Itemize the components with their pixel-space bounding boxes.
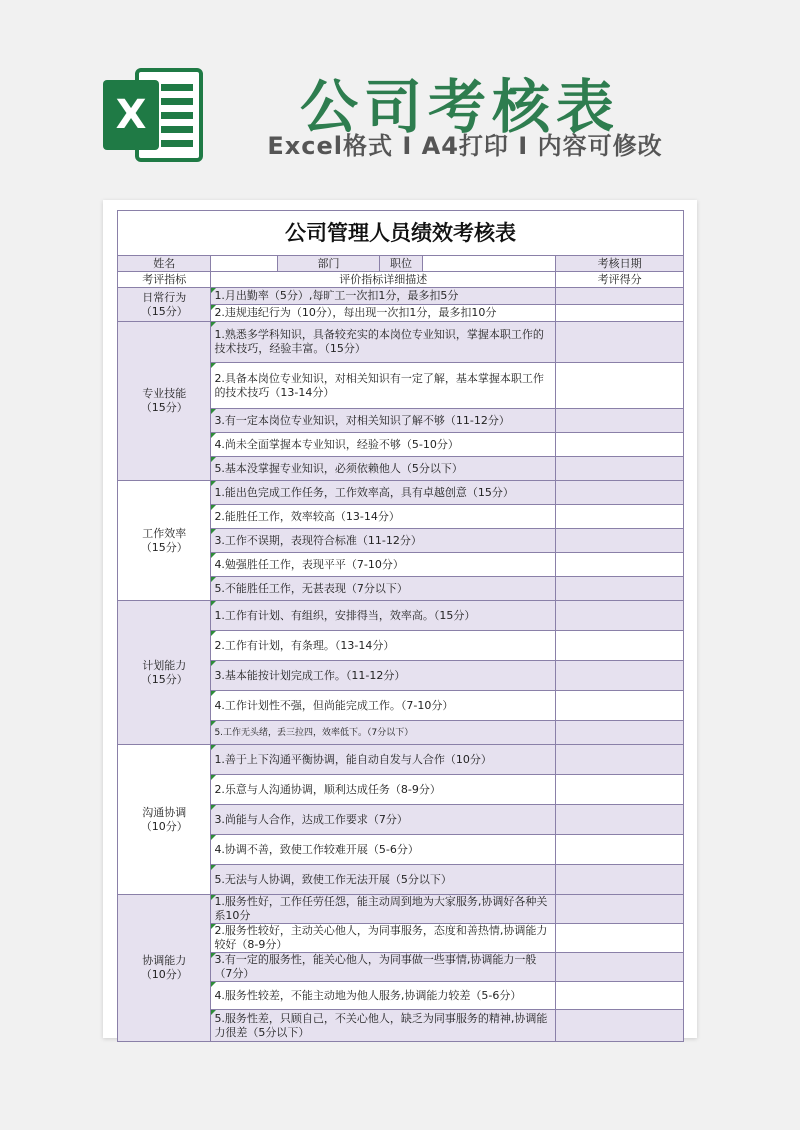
svg-text:X: X (115, 92, 147, 138)
criteria-description: 3.基本能按计划完成工作。（11-12分） (211, 661, 556, 691)
category-weight: （10分） (140, 968, 188, 981)
score-input-cell[interactable] (556, 457, 684, 481)
criteria-description: 1.工作有计划、有组织，安排得当，效率高。（15分） (211, 601, 556, 631)
score-input-cell[interactable] (556, 305, 684, 322)
criteria-description: 5.服务性差，只顾自己，不关心他人，缺乏为同事服务的精神,协调能力很差（5分以下） (211, 1010, 556, 1042)
name-value-cell[interactable] (211, 256, 278, 272)
score-input-cell[interactable] (556, 409, 684, 433)
criteria-description: 2.能胜任工作，效率较高（13-14分） (211, 505, 556, 529)
description-header: 评价指标详细描述 (211, 272, 556, 288)
category-name: 计划能力 (142, 658, 187, 672)
score-input-cell[interactable] (556, 601, 684, 631)
position-value-cell[interactable] (422, 256, 555, 272)
indicator-header: 考评指标 (118, 272, 211, 288)
criteria-description: 2.具备本岗位专业知识，对相关知识有一定了解，基本掌握本职工作的技术技巧（13-14分） (211, 363, 556, 409)
evaluation-table (117, 210, 684, 1042)
criteria-description: 5.工作无头绪，丢三拉四，效率低下。（7分以下） (211, 721, 556, 745)
criteria-description: 1.能出色完成工作任务，工作效率高，具有卓越创意（15分） (211, 481, 556, 505)
criteria-description: 5.不能胜任工作，无甚表现（7分以下） (211, 577, 556, 601)
criteria-description: 1.善于上下沟通平衡协调，能自动自发与人合作（10分） (211, 745, 556, 775)
score-input-cell[interactable] (556, 895, 684, 924)
criteria-description: 4.服务性较差，不能主动地为他人服务,协调能力较差（5-6分） (211, 982, 556, 1010)
category-cell (118, 601, 211, 745)
score-input-cell[interactable] (556, 288, 684, 305)
criteria-description: 1.熟悉多学科知识，具备较充实的本岗位专业知识，掌握本职工作的技术技巧，经验丰富。（15分） (211, 322, 556, 363)
score-input-cell[interactable] (556, 631, 684, 661)
criteria-description: 2.乐意与人沟通协调，顺利达成任务（8-9分） (211, 775, 556, 805)
score-input-cell[interactable] (556, 691, 684, 721)
review-date-label: 考核日期 (556, 256, 684, 272)
criteria-row (118, 601, 684, 631)
category-name: 专业技能 (142, 387, 187, 400)
score-input-cell[interactable] (556, 982, 684, 1010)
criteria-description: 5.无法与人协调，致使工作无法开展（5分以下） (211, 865, 556, 895)
criteria-description: 5.基本没掌握专业知识，必须依赖他人（5分以下） (211, 457, 556, 481)
criteria-description: 1.服务性好，工作任劳任怨，能主动周到地为大家服务,协调好各种关系10分 (211, 895, 556, 924)
position-label: 职位 (380, 256, 423, 272)
category-weight: （15分） (140, 540, 188, 554)
criteria-description: 3.有一定的服务性，能关心他人，为同事做一些事情,协调能力一般（7分） (211, 953, 556, 982)
header-banner (0, 0, 800, 190)
score-input-cell[interactable] (556, 661, 684, 691)
sheet-title: 公司管理人员绩效考核表 (118, 211, 684, 256)
category-name: 日常行为 (142, 290, 187, 304)
criteria-description: 2.违规违纪行为（10分），每出现一次扣1分，最多扣10分 (211, 305, 556, 322)
criteria-row (118, 481, 684, 505)
category-weight: （15分） (140, 401, 188, 414)
category-cell (118, 288, 211, 322)
score-input-cell[interactable] (556, 953, 684, 982)
criteria-description: 4.工作计划性不强，但尚能完成工作。（7-10分） (211, 691, 556, 721)
criteria-description: 4.尚未全面掌握本专业知识，经验不够（5-10分） (211, 433, 556, 457)
score-input-cell[interactable] (556, 924, 684, 953)
category-cell (118, 322, 211, 481)
category-cell (118, 895, 211, 1042)
criteria-description: 3.有一定本岗位专业知识，对相关知识了解不够（11-12分） (211, 409, 556, 433)
category-weight: （15分） (140, 672, 188, 686)
score-input-cell[interactable] (556, 322, 684, 363)
score-input-cell[interactable] (556, 745, 684, 775)
criteria-row (118, 745, 684, 775)
score-input-cell[interactable] (556, 721, 684, 745)
criteria-description: 4.勉强胜任工作，表现平平（7-10分） (211, 553, 556, 577)
excel-logo-icon (103, 66, 203, 164)
criteria-description: 2.工作有计划，有条理。（13-14分） (211, 631, 556, 661)
category-weight: （10分） (140, 819, 188, 833)
score-input-cell[interactable] (556, 481, 684, 505)
score-input-cell[interactable] (556, 805, 684, 835)
department-label: 部门 (278, 256, 380, 272)
page-title: 公司考核表 (299, 73, 620, 141)
score-input-cell[interactable] (556, 1010, 684, 1042)
criteria-description: 4.协调不善，致使工作较难开展（5-6分） (211, 835, 556, 865)
score-header: 考评得分 (556, 272, 684, 288)
category-cell (118, 481, 211, 601)
page-subtitle: Excel格式 I A4打印 I 内容可修改 (267, 132, 663, 160)
category-name: 沟通协调 (142, 805, 187, 819)
score-input-cell[interactable] (556, 865, 684, 895)
category-name: 协调能力 (142, 954, 187, 967)
criteria-description: 3.尚能与人合作，达成工作要求（7分） (211, 805, 556, 835)
score-input-cell[interactable] (556, 835, 684, 865)
score-input-cell[interactable] (556, 433, 684, 457)
criteria-description: 3.工作不误期，表现符合标准（11-12分） (211, 529, 556, 553)
score-input-cell[interactable] (556, 775, 684, 805)
spreadsheet-paper (103, 200, 697, 1038)
score-input-cell[interactable] (556, 529, 684, 553)
criteria-row (118, 895, 684, 924)
criteria-description: 2.服务性较好，主动关心他人，为同事服务，态度和善热情,协调能力较好（8-9分） (211, 924, 556, 953)
criteria-row (118, 322, 684, 363)
score-input-cell[interactable] (556, 577, 684, 601)
name-label: 姓名 (118, 256, 211, 272)
score-input-cell[interactable] (556, 505, 684, 529)
category-cell (118, 745, 211, 895)
category-name: 工作效率 (142, 526, 187, 540)
category-weight: （15分） (140, 304, 188, 318)
criteria-row (118, 288, 684, 305)
score-input-cell[interactable] (556, 363, 684, 409)
score-input-cell[interactable] (556, 553, 684, 577)
criteria-description: 1.月出勤率（5分）,每旷工一次扣1分，最多扣5分 (211, 288, 556, 305)
